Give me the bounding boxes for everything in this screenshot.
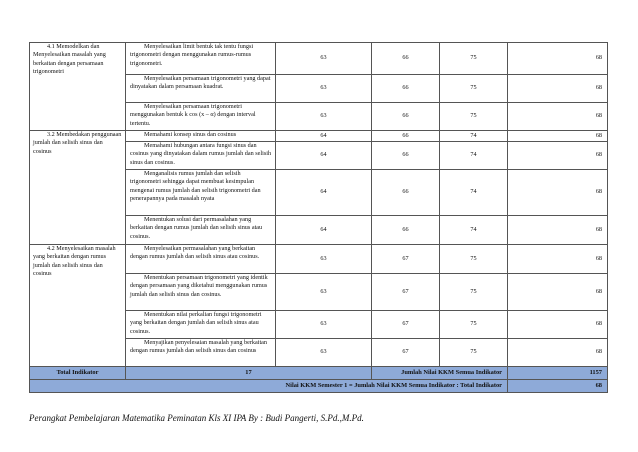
kkm-semester-row (30, 380, 608, 393)
indicator-cell: Menentukan persamaan trigonometri yang identik dengan persamaan yang diketahui menggunakan rumus jumlah dan selisih sinus dan cosinus. (126, 274, 276, 311)
table-row (30, 43, 608, 75)
value-cell-3: 74 (440, 216, 508, 245)
indicator-cell: Memahami hubungan antara fungsi sinus dan cosinus yang dinyatakan dalam rumus jumlah dan selisih sinus dan cosinus. (126, 142, 276, 170)
value-cell-1: 63 (276, 75, 372, 103)
sum-kkm-value: 1157 (508, 367, 608, 380)
total-indicator-row (30, 367, 608, 380)
value-cell-1: 64 (276, 131, 372, 142)
value-cell-1: 64 (276, 170, 372, 216)
value-cell-3: 74 (440, 131, 508, 142)
kkm-cell: 68 (508, 142, 608, 170)
value-cell-1: 63 (276, 103, 372, 131)
kkm-cell: 68 (508, 216, 608, 245)
value-cell-2: 66 (372, 170, 440, 216)
value-cell-3: 75 (440, 103, 508, 131)
indicator-cell: Menentukan solusi dari permasalahan yang berkaitan dengan rumus jumlah dan selisih sinus atau cosinus. (126, 216, 276, 245)
value-cell-3: 75 (440, 43, 508, 75)
kkm-cell: 68 (508, 339, 608, 367)
value-cell-2: 67 (372, 245, 440, 274)
kkm-cell: 68 (508, 274, 608, 311)
value-cell-3: 75 (440, 339, 508, 367)
value-cell-2: 66 (372, 75, 440, 103)
value-cell-2: 67 (372, 339, 440, 367)
value-cell-1: 63 (276, 43, 372, 75)
sum-kkm-label: Jumlah Nilai KKM Semua Indikator (372, 367, 508, 380)
kkm-cell: 68 (508, 170, 608, 216)
indicator-cell: Menentukan nilai perkalian fungsi trigonometri yang berkaitan dengan jumlah dan selisih sinus atau cosinus. (126, 311, 276, 339)
total-indicator-label: Total Indikator (30, 367, 126, 380)
kkm-cell: 68 (508, 103, 608, 131)
kkm-cell: 68 (508, 131, 608, 142)
kkm-cell: 68 (508, 75, 608, 103)
kkm-cell: 68 (508, 245, 608, 274)
kd-cell: 4.1 Memodelkan dan Menyelesaikan masalah yang berkaitan dengan persamaan trigonometri (30, 43, 126, 131)
indicator-cell: Menyelesaikan limit bentuk tak tentu fungsi trigonometri dengan menggunakan rumus-rumus trigonometri. (126, 43, 276, 75)
kkm-cell: 68 (508, 43, 608, 75)
value-cell-3: 75 (440, 245, 508, 274)
page-footer: Perangkat Pembelajaran Matematika Peminatan Kls XI IPA By : Budi Pangerti, S.Pd.,M.Pd. (29, 413, 364, 423)
value-cell-2: 67 (372, 311, 440, 339)
indicator-cell: Menganalisis rumus jumlah dan selisih trigonometri sehingga dapat membuat kesimpulan mengenai rumus jumlah dan selisih trigonometri dan penerapannya pada masalah nyata (126, 170, 276, 216)
kkm-table (29, 42, 608, 393)
value-cell-1: 64 (276, 142, 372, 170)
value-cell-2: 66 (372, 142, 440, 170)
value-cell-2: 66 (372, 216, 440, 245)
table-row (30, 245, 608, 274)
kkm-cell: 68 (508, 311, 608, 339)
table-row (30, 131, 608, 142)
kd-cell: 4.2 Menyelesaikan masalah yang berkaitan dengan rumus jumlah dan selisih sinus dan cosinus (30, 245, 126, 367)
indicator-cell: Menyelesaikan permasalahan yang berkaitan dengan rumus jumlah dan selisih sinus atau cosinus. (126, 245, 276, 274)
value-cell-2: 66 (372, 43, 440, 75)
kkm-semester-value: 68 (508, 380, 608, 393)
value-cell-1: 63 (276, 311, 372, 339)
kkm-table-body (30, 43, 608, 393)
value-cell-3: 75 (440, 311, 508, 339)
indicator-cell: Menyelesaikan persamaan trigonometri yang dapat dinyatakan dalam persamaan kuadrat. (126, 75, 276, 103)
value-cell-1: 64 (276, 216, 372, 245)
indicator-cell: Menyajikan penyelesaian masalah yang berkaitan dengan rumus jumlah dan selisih sinus dan cosinus (126, 339, 276, 367)
value-cell-2: 67 (372, 274, 440, 311)
total-indicator-count: 17 (126, 367, 372, 380)
kd-cell: 3.2 Membedakan penggunaan jumlah dan selisih sinus dan cosinus (30, 131, 126, 245)
indicator-cell: Memahami konsep sinus dan cosinus (126, 131, 276, 142)
value-cell-3: 75 (440, 274, 508, 311)
value-cell-3: 75 (440, 75, 508, 103)
value-cell-3: 74 (440, 170, 508, 216)
indicator-cell: Menyelesaikan persamaan trigonometri menggunakan bentuk k cos (x – α) dengan interval tertentu. (126, 103, 276, 131)
value-cell-1: 63 (276, 339, 372, 367)
value-cell-2: 66 (372, 103, 440, 131)
kkm-semester-label: Nilai KKM Semester 1 = Jumlah Nilai KKM Semua Indikator : Total Indikator (30, 380, 508, 393)
value-cell-1: 63 (276, 245, 372, 274)
value-cell-2: 66 (372, 131, 440, 142)
value-cell-1: 63 (276, 274, 372, 311)
value-cell-3: 74 (440, 142, 508, 170)
